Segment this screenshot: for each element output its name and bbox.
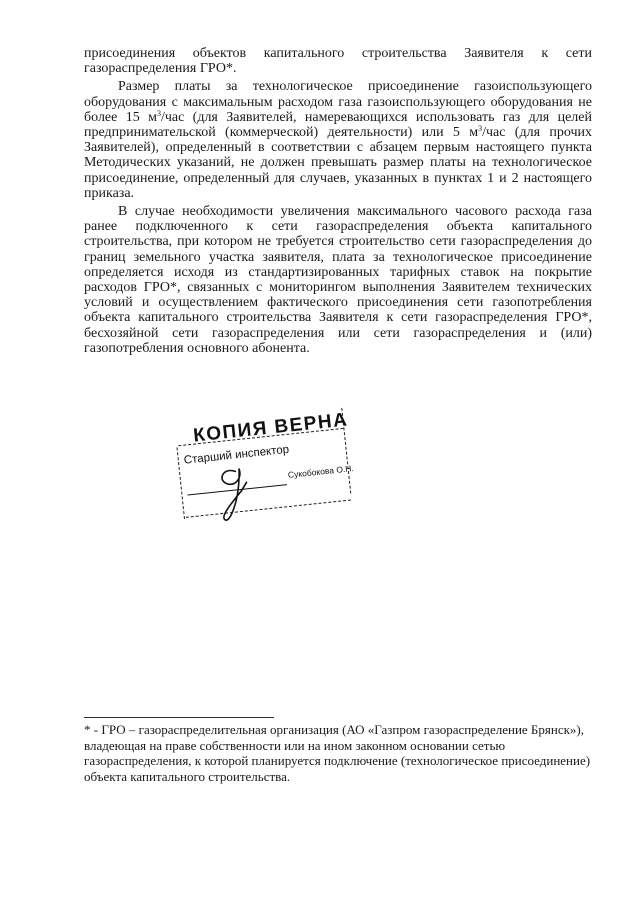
superscript-cubed: 3 [156, 108, 161, 118]
superscript-cubed: 3 [478, 124, 483, 134]
body-text [84, 46, 592, 356]
handwritten-signature [204, 454, 271, 530]
paragraph-3: В случае необходимости увеличения максимального часового расхода газа ранее подключенного к сети газораспределения объекта капитального строительства, при котором не требуется строительство сети газораспределения до границ земельного участка заявителя, плата за технологическое присоединение определяется исходя из стандартизированных тарифных ставок на покрытие расходов ГРО*, связанных с мониторингом выполнения Заявителем технических условий и осуществлением фактического присоединения сети газопотребления объекта капитального строительства Заявителя к сети газораспределения ГРО*, бесхозяйной сети газораспределения или сети газораспределения и (или) газопотребления основного абонента. [84, 204, 592, 356]
paragraph-2-part-c: /час (для прочих Заявителей), определенный в соответствии с абзацем первым настоящего пункта Методических указаний, не должен превышать размер платы на технологическое присоединение, определенный для случаев, указанных в пунктах 1 и 2 настоящего приказа. [84, 125, 593, 201]
paragraph-2 [84, 79, 592, 201]
paragraph-2-part-b: /час (для Заявителей, намеревающихся использовать газ для целей предпринимательской (коммерческой) деятельности) или 5 м [84, 109, 592, 141]
footnote: * - ГРО – газораспределительная организация (АО «Газпром газораспределение Брянск»), владеющая на праве собственности или на ином законном основании сетью газораспределения, к которой планируется подключение (технологическое присоединение) объекта капитального строительства. [84, 722, 591, 784]
certification-stamp [170, 405, 360, 525]
stamp-role: Старший инспектор [183, 443, 290, 467]
paragraph-2-part-a: Размер платы за технологическое присоединение газоиспользующего оборудования с максимальным расходом газа газоиспользующего оборудования не более 15 м [84, 79, 592, 125]
stamp-signer-name: Сукобокова О.Н. [287, 463, 355, 480]
stamp-title: КОПИЯ ВЕРНА [192, 409, 350, 447]
paragraph-1: присоединения объектов капитального строительства Заявителя к сети газораспределения ГРО*. [84, 46, 592, 77]
footnote-separator [84, 717, 274, 718]
